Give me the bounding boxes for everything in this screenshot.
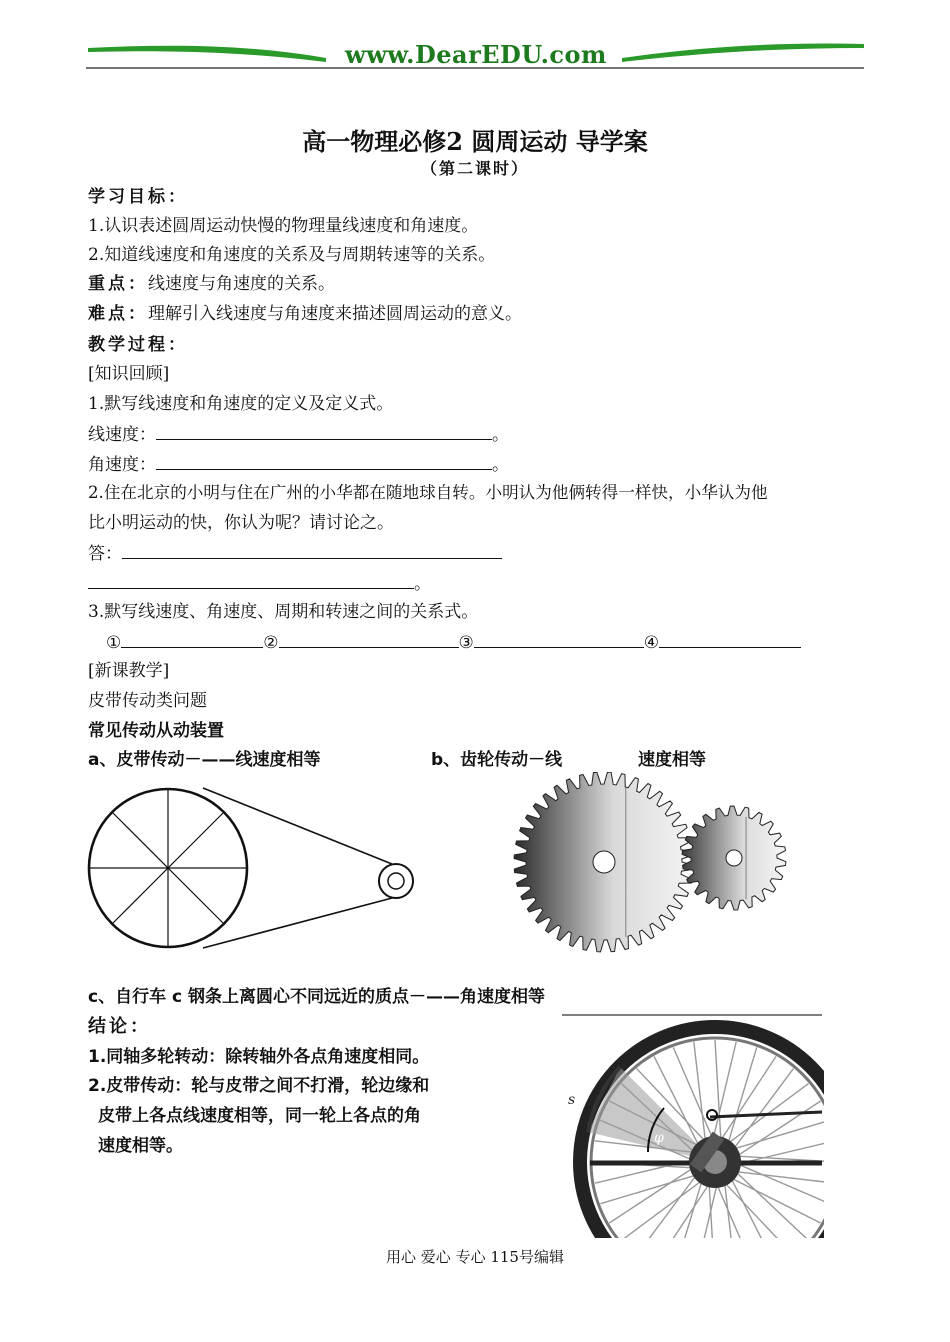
linear-speed-label: 线速度： — [88, 425, 156, 445]
relation-3-blank[interactable] — [474, 631, 644, 648]
difficulty-point — [88, 303, 522, 325]
conclusion-2-line3: 速度相等。 — [98, 1136, 183, 1156]
page-title: 高一物理必修2 圆周运动 导学案 — [302, 127, 648, 156]
gear-drive-figure — [512, 772, 792, 958]
angular-speed-row — [88, 453, 509, 476]
key-label: 重点： — [88, 274, 148, 294]
question-1: 1.默写线速度和角速度的定义及定义式。 — [88, 394, 394, 414]
linear-speed-blank[interactable] — [156, 423, 492, 440]
page-subtitle: （第二课时） — [420, 159, 529, 178]
label-belt-drive: a、皮带传动－——线速度相等 — [88, 750, 321, 770]
linear-speed-row — [88, 423, 509, 446]
answer-blank-1[interactable] — [122, 542, 502, 559]
difficulty-label: 难点： — [88, 304, 148, 324]
answer-label: 答： — [88, 544, 122, 564]
linear-period: 。 — [492, 425, 509, 445]
bicycle-wheel-figure — [560, 1012, 824, 1238]
label-gear-drive: b、齿轮传动－线 — [431, 750, 563, 770]
logo-text: www.DearEDU.com — [345, 40, 607, 69]
question-2-line2: 比小明运动的快，你认为呢？请讨论之。 — [88, 513, 394, 533]
answer-blank-2[interactable] — [88, 572, 414, 589]
relation-4-blank[interactable] — [659, 631, 801, 648]
relation-3-num: ③ — [458, 633, 474, 653]
relation-4-num: ④ — [643, 633, 659, 653]
belt-problem-heading: 皮带传动类问题 — [88, 691, 207, 711]
angular-speed-label: 角速度： — [88, 455, 156, 475]
goals-heading: 学习目标： — [88, 187, 188, 207]
relation-1-blank[interactable] — [121, 631, 263, 648]
key-text: 线速度与角速度的关系。 — [148, 274, 335, 294]
new-lesson-heading: [新课教学] — [88, 661, 170, 681]
wheel-label-s: s — [568, 1092, 576, 1108]
relation-2-num: ② — [263, 633, 279, 653]
conclusion-heading: 结论： — [88, 1016, 151, 1037]
relations-row — [106, 631, 801, 654]
goal-1: 1.认识表述圆周运动快慢的物理量线速度和角速度。 — [88, 216, 479, 236]
relation-1-num: ① — [106, 633, 122, 653]
goal-2: 2.知道线速度和角速度的关系及与周期转速等的关系。 — [88, 245, 496, 265]
conclusion-1: 1.同轴多轮转动：除转轴外各点角速度相同。 — [88, 1047, 430, 1067]
conclusion-2-line2: 皮带上各点线速度相等，同一轮上各点的角 — [98, 1106, 421, 1126]
key-point — [88, 273, 335, 295]
big-gear — [514, 772, 694, 952]
wheel-label-phi: φ — [654, 1130, 664, 1146]
small-gear — [682, 806, 786, 910]
belt-drive-figure — [86, 784, 416, 954]
angular-period: 。 — [492, 455, 509, 475]
difficulty-text: 理解引入线速度与角速度来描述圆周运动的意义。 — [148, 304, 522, 324]
process-heading: 教学过程： — [88, 335, 188, 355]
question-2-line1: 2.住在北京的小明与住在广州的小华都在随地球自转。小明认为他俩转得一样快，小华认为他 — [88, 483, 768, 502]
label-gear-drive-2: 速度相等 — [638, 750, 706, 770]
page-footer: 用心 爱心 专心 115号编辑 — [386, 1248, 564, 1266]
common-devices-heading: 常见传动从动装置 — [88, 721, 224, 741]
header-logo — [86, 38, 866, 72]
answer-period: 。 — [414, 574, 431, 594]
label-bicycle: c、自行车 c 钢条上离圆心不同远近的质点－——角速度相等 — [88, 987, 545, 1007]
question-3: 3.默写线速度、角速度、周期和转速之间的关系式。 — [88, 602, 479, 622]
answer-row — [88, 542, 502, 565]
conclusion-2-line1: 2.皮带传动：轮与皮带之间不打滑，轮边缘和 — [88, 1076, 430, 1096]
review-heading: [知识回顾] — [88, 364, 170, 384]
relation-2-blank[interactable] — [279, 631, 459, 648]
angular-speed-blank[interactable] — [156, 453, 492, 470]
answer-row-2 — [88, 572, 431, 595]
